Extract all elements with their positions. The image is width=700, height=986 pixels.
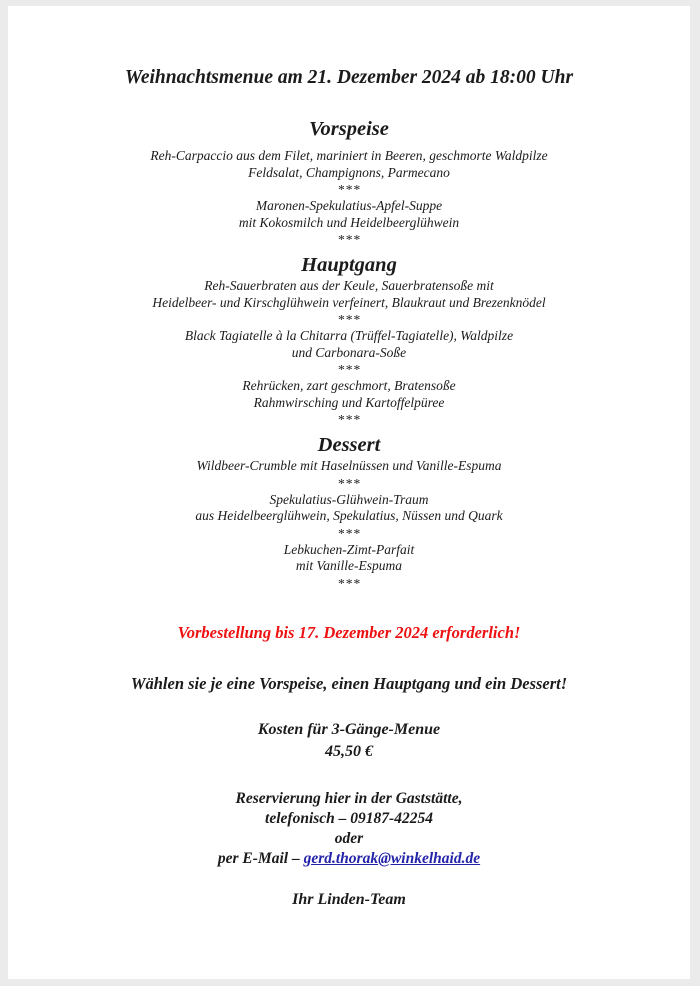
- menu-item-line: Wildbeer-Crumble mit Haselnüssen und Vanille-Espuma: [196, 458, 502, 473]
- menu-item-line: aus Heidelbeerglühwein, Spekulatius, Nüssen und Quark: [195, 508, 503, 523]
- menu-item: [242, 378, 455, 411]
- menu-item-line: mit Kokosmilch und Heidelbeerglühwein: [238, 214, 460, 230]
- menu-item-line: Maronen-Spekulatius-Apfel-Suppe: [255, 198, 443, 213]
- menu-item-line: Rahmwirsching und Kartoffelpüree: [253, 394, 445, 410]
- menu-item: [185, 328, 513, 361]
- course-separator: ***: [337, 182, 361, 197]
- course-separator: ***: [337, 362, 361, 377]
- menu-item: [152, 278, 545, 311]
- menu-item-line: Lebkuchen-Zimt-Parfait: [283, 541, 415, 557]
- reservation-block: [218, 789, 480, 869]
- menu-item-line: Black Tagiatelle à la Chitarra (Trüffel-Tagiatelle), Waldpilze: [184, 328, 514, 343]
- reservation-line: Reservierung hier in der Gaststätte,: [235, 789, 463, 807]
- course-separator: ***: [337, 575, 361, 591]
- course-separator: ***: [337, 525, 361, 541]
- signature: Ihr Linden-Team: [292, 890, 406, 908]
- page-title: Weihnachtsmenue am 21. Dezember 2024 ab 18:00 Uhr: [124, 67, 574, 88]
- section-heading-hauptgang: Hauptgang: [301, 254, 397, 276]
- reservation-phone-line: telefonisch – 09187-42254: [265, 809, 433, 827]
- course-separator: ***: [337, 475, 361, 491]
- menu-item-line: mit Vanille-Espuma: [295, 558, 403, 573]
- menu-item-line: und Carbonara-Soße: [291, 344, 407, 360]
- reservation-email-line: [218, 849, 480, 869]
- menu-item: [284, 542, 414, 575]
- menu-item-line: Reh-Sauerbraten aus der Keule, Sauerbratensoße mit: [204, 278, 494, 293]
- reservation-or: oder: [334, 829, 364, 847]
- price-value: 45,50 €: [324, 742, 373, 760]
- menu-item: [239, 198, 459, 231]
- menu-item: [150, 148, 547, 181]
- price-label: Kosten für 3-Gänge-Menue: [257, 720, 441, 738]
- preorder-notice: Vorbestellung bis 17. Dezember 2024 erforderlich!: [177, 622, 521, 642]
- menu-item-line: Reh-Carpaccio aus dem Filet, mariniert in Beeren, geschmorte Waldpilze: [150, 148, 548, 163]
- menu-item: [195, 492, 502, 525]
- selection-instruction: Wählen sie je eine Vorspeise, einen Hauptgang und ein Dessert!: [130, 673, 568, 693]
- course-separator: ***: [337, 312, 361, 327]
- menu-item-line: Heidelbeer- und Kirschglühwein verfeinert, Blaukraut und Brezenknödel: [152, 294, 546, 310]
- price-block: [258, 719, 440, 763]
- email-prefix: per E-Mail –: [217, 849, 304, 867]
- section-heading-dessert: Dessert: [317, 434, 381, 456]
- course-separator: ***: [337, 232, 361, 247]
- menu-item-line: Spekulatius-Glühwein-Traum: [269, 491, 429, 507]
- course-separator: ***: [337, 412, 361, 427]
- menu-item-line: Rehrücken, zart geschmort, Bratensoße: [242, 378, 456, 393]
- section-heading-vorspeise: Vorspeise: [309, 118, 389, 140]
- email-link[interactable]: gerd.thorak@winkelhaid.de: [303, 849, 481, 867]
- menu-item: [197, 458, 502, 475]
- menu-item-line: Feldsalat, Champignons, Parmecano: [248, 164, 450, 180]
- menu-page: [8, 6, 690, 979]
